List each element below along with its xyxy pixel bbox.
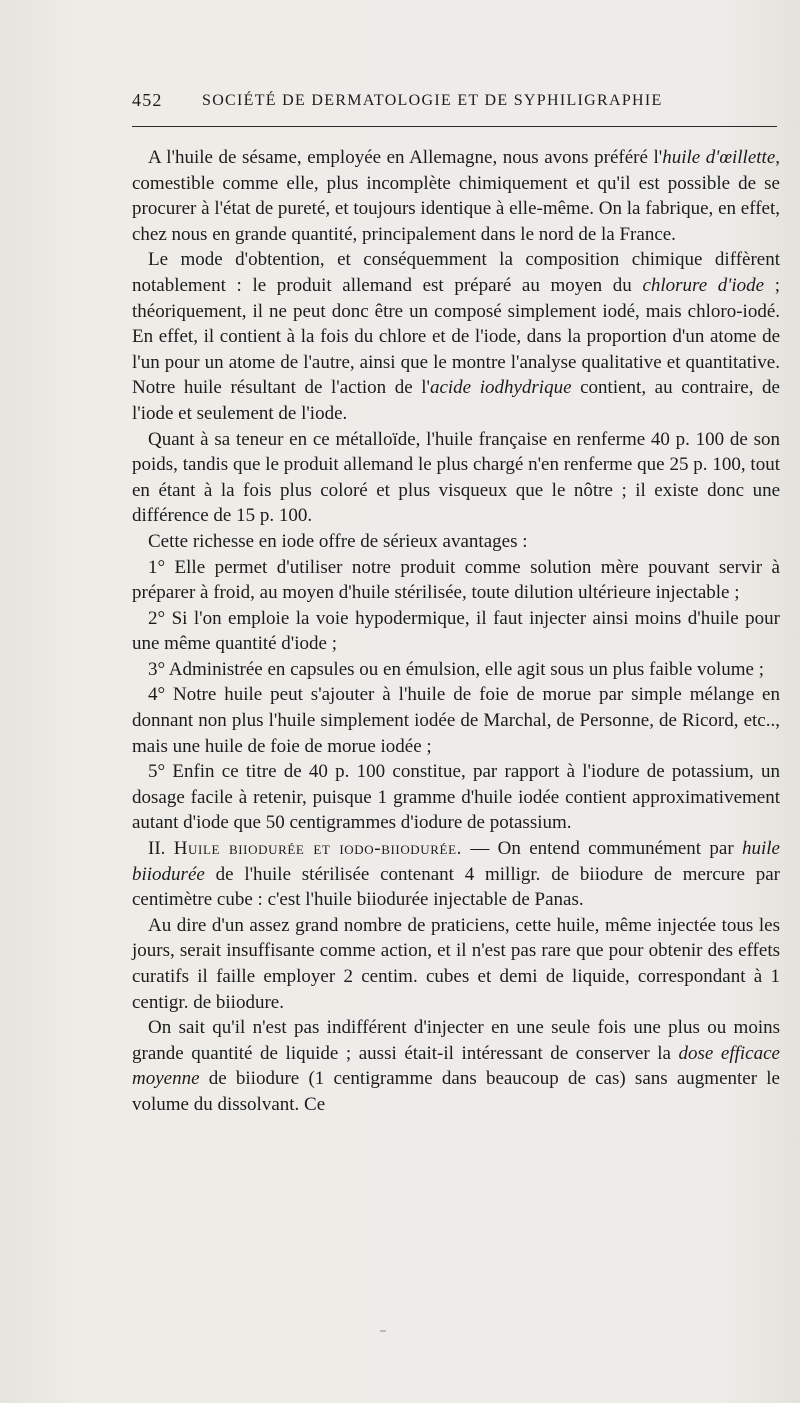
- section-heading: Huile biiodurée et iodo-biiodurée.: [173, 838, 462, 860]
- text-run: ; théoriquement, il ne peut donc être un composé simplement iodé, mais chloro-iodé. En effet, il contient à la fois du chlore et de l'iode, dans la proportion d'un atome de l'un pour un atome de l'autre, ainsi que le montre l'analyse qualitative et quantitative. Notre huile résultant de l'action de l': [132, 274, 780, 399]
- text-run: — On entend communément par: [461, 838, 742, 860]
- italic-term: chlorure d'iode: [642, 274, 765, 296]
- paragraph-1: [132, 145, 780, 247]
- paragraph-section-ii: [132, 836, 780, 913]
- print-speck: [380, 1330, 386, 1332]
- list-item-4: 4° Notre huile peut s'ajouter à l'huile de foie de morue par simple mélange en donnant non plus l'huile simplement iodée de Marchal, de Personne, de Ricord, etc.., mais une huile de foie de morue iodée ;: [132, 684, 780, 757]
- text-run: de biiodure (1 centigramme dans beaucoup de cas) sans augmenter le volume du dissolvant. Ce: [132, 1068, 780, 1115]
- italic-term: dose efficace moyenne: [132, 1042, 780, 1090]
- section-number: II.: [148, 838, 174, 860]
- text-run: , comestible comme elle, plus incomplète chimiquement et qu'il est possible de se procurer à l'état de pureté, et toujours identique à elle-même. On la fabrique, en effet, chez nous en grande quantité, principalement dans le nord de la France.: [132, 147, 780, 245]
- header-rule: [132, 126, 777, 127]
- page-number: 452: [132, 90, 163, 110]
- body-text: [132, 145, 780, 1118]
- paragraph-2: [132, 247, 780, 426]
- list-item-5: 5° Enfin ce titre de 40 p. 100 constitue, par rapport à l'iodure de potassium, un dosage facile à retenir, puisque 1 gramme d'huile iodée contient approximativement autant d'iode que 50 centigrammes d'iodure de potassium.: [132, 761, 780, 834]
- paragraph-11: Au dire d'un assez grand nombre de praticiens, cette huile, même injectée tous les jours, serait insuffisante comme action, et il n'est pas rare que pour obtenir des effets curatifs il faille employer 2 centim. cubes et demi de liquide, correspondant à 1 centigr. de biiodure.: [132, 914, 780, 1013]
- italic-term: acide iodhydrique: [429, 377, 572, 399]
- page-header: [132, 90, 780, 116]
- text-run: A l'huile de sésame, employée en Allemagne, nous avons préféré l': [148, 147, 663, 168]
- list-item-1: 1° Elle permet d'utiliser notre produit comme solution mère pouvant servir à préparer à froid, au moyen d'huile stérilisée, toute dilution ultérieure injectable ;: [132, 556, 780, 604]
- text-run: On sait qu'il n'est pas indifférent d'injecter en une seule fois une plus ou moins grande quantité de liquide ; aussi était-il intéressant de conserver la: [132, 1017, 780, 1064]
- italic-term: huile biiodurée: [132, 838, 780, 885]
- italic-term: huile d'œillette: [662, 147, 776, 168]
- list-item-3: 3° Administrée en capsules ou en émulsion, elle agit sous un plus faible volume ;: [148, 658, 765, 680]
- paragraph-3: Quant à sa teneur en ce métalloïde, l'huile française en renferme 40 p. 100 de son poids, tandis que le produit allemand le plus chargé n'en renferme que 25 p. 100, tout en étant à la fois plus coloré et plus visqueux que le nôtre ; il existe donc une différence de 15 p. 100.: [132, 428, 780, 527]
- text-run: Le mode d'obtention, et conséquemment la composition chimique diffèrent notablement : le produit allemand est préparé au moyen du: [132, 249, 780, 296]
- paragraph-4: Cette richesse en iode offre de sérieux avantages :: [148, 530, 528, 552]
- text-run: contient, au contraire, de l'iode et seulement de l'iode.: [132, 377, 780, 424]
- paragraph-12: [132, 1015, 780, 1117]
- text-run: de l'huile stérilisée contenant 4 milligr. de biiodure de mercure par centimètre cube : c'est l'huile biiodurée injectable de Panas.: [132, 863, 780, 911]
- list-item-2: 2° Si l'on emploie la voie hypodermique, il faut injecter ainsi moins d'huile pour une même quantité d'iode ;: [132, 607, 780, 655]
- running-head: SOCIÉTÉ DE DERMATOLOGIE ET DE SYPHILIGRAPHIE: [202, 92, 663, 109]
